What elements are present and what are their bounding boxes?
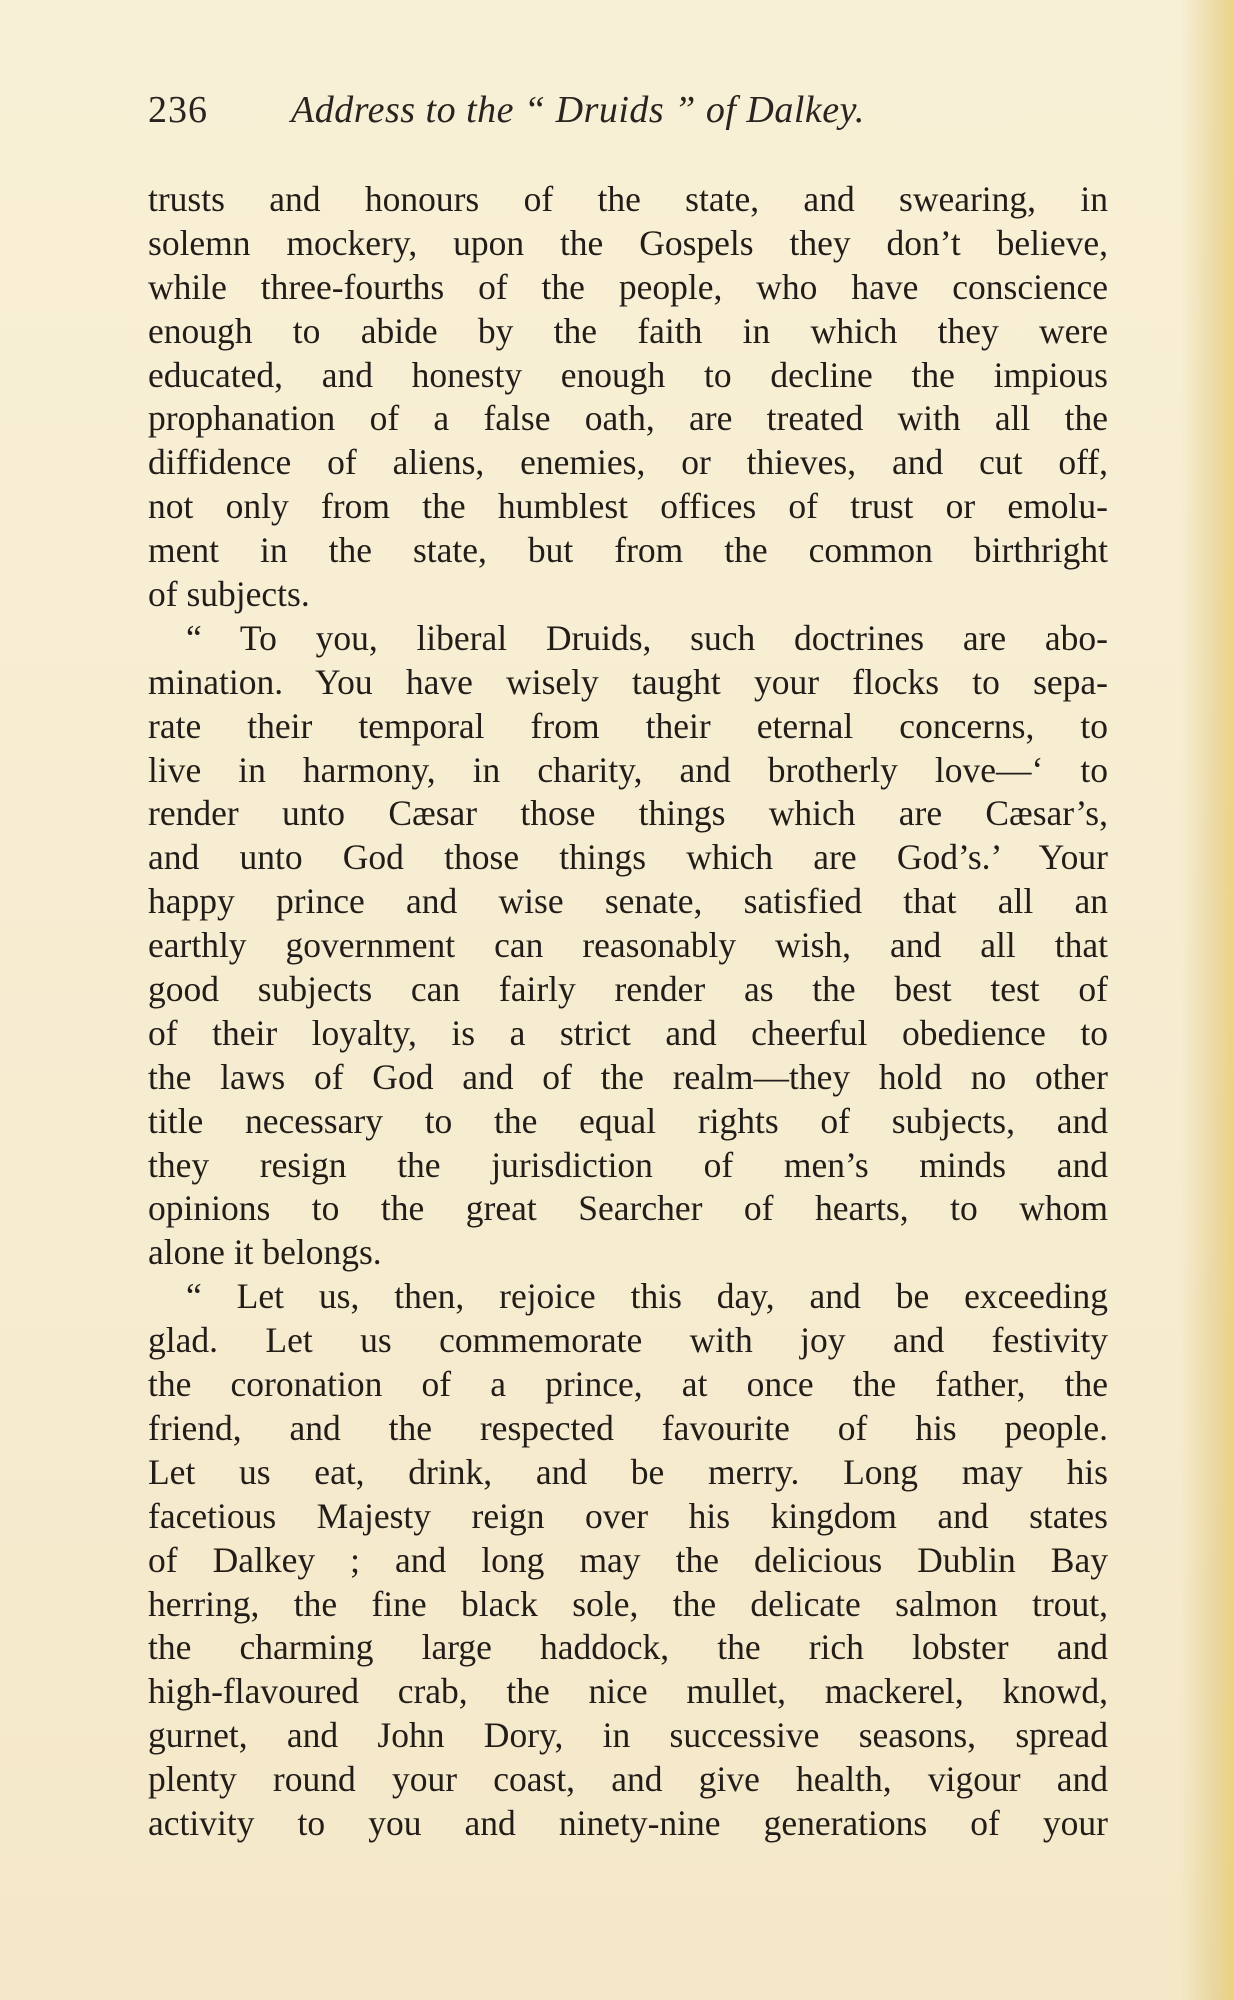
text-line: activity to you and ninety-nine generations of your — [148, 1802, 1108, 1843]
text-line: enough to abide by the faith in which they were — [148, 310, 1108, 351]
text-line: of their loyalty, is a strict and cheerful obedience to — [148, 1012, 1108, 1053]
text-line: facetious Majesty reign over his kingdom and states — [148, 1495, 1108, 1536]
text-line: opinions to the great Searcher of hearts, to whom — [148, 1188, 1108, 1229]
text-line: rate their temporal from their eternal concerns, to — [148, 705, 1108, 746]
text-line: herring, the fine black sole, the delicate salmon trout, — [148, 1583, 1108, 1624]
page-number: 236 — [148, 89, 208, 131]
text-line: plenty round your coast, and give health, vigour and — [148, 1759, 1108, 1800]
text-line: title necessary to the equal rights of subjects, and — [148, 1100, 1108, 1141]
text-line: of Dalkey ; and long may the delicious Dublin Bay — [148, 1539, 1108, 1580]
text-line: the coronation of a prince, at once the father, the — [148, 1364, 1108, 1405]
paragraph-start-line: “ Let us, then, rejoice this day, and be exceeding — [186, 1276, 1108, 1317]
paragraph-end-line: of subjects. — [148, 574, 310, 615]
text-line: they resign the jurisdiction of men’s minds and — [148, 1144, 1108, 1185]
text-line: earthly government can reasonably wish, and all that — [148, 925, 1108, 966]
text-line: glad. Let us commemorate with joy and festivity — [148, 1320, 1108, 1361]
text-line: the charming large haddock, the rich lobster and — [148, 1627, 1108, 1668]
text-line: not only from the humblest offices of trust or emolu- — [148, 486, 1108, 527]
text-line: educated, and honesty enough to decline the impious — [148, 354, 1108, 395]
text-line: trusts and honours of the state, and swearing, in — [148, 179, 1108, 219]
page-header — [148, 88, 1108, 138]
paragraph-end-line: alone it belongs. — [148, 1232, 382, 1273]
text-line: ment in the state, but from the common birthright — [148, 530, 1108, 571]
text-line: solemn mockery, upon the Gospels they don’t believe, — [148, 222, 1108, 263]
text-line: diffidence of aliens, enemies, or thieves, and cut off, — [148, 442, 1108, 483]
text-line: and unto God those things which are God’s.’ Your — [148, 837, 1108, 878]
text-line: mination. You have wisely taught your flocks to sepa- — [148, 661, 1108, 702]
text-line: the laws of God and of the realm—they hold no other — [148, 1056, 1108, 1097]
text-line: high-flavoured crab, the nice mullet, mackerel, knowd, — [148, 1671, 1108, 1712]
text-line: happy prince and wise senate, satisfied that all an — [148, 881, 1108, 922]
paragraph-start-line: “ To you, liberal Druids, such doctrines are abo- — [186, 617, 1108, 658]
running-title: Address to the “ Druids ” of Dalkey. — [291, 89, 865, 131]
text-line: good subjects can fairly render as the best test of — [148, 969, 1108, 1010]
text-line: gurnet, and John Dory, in successive seasons, spread — [148, 1715, 1108, 1756]
text-line: friend, and the respected favourite of his people. — [148, 1407, 1108, 1448]
text-line: prophanation of a false oath, are treated with all the — [148, 398, 1108, 439]
body-text — [148, 178, 1108, 1846]
text-line: while three-fourths of the people, who have conscience — [148, 266, 1108, 307]
text-line: render unto Cæsar those things which are Cæsar’s, — [148, 793, 1108, 834]
text-line: Let us eat, drink, and be merry. Long may his — [148, 1451, 1108, 1492]
text-line: live in harmony, in charity, and brotherly love—‘ to — [148, 749, 1108, 790]
